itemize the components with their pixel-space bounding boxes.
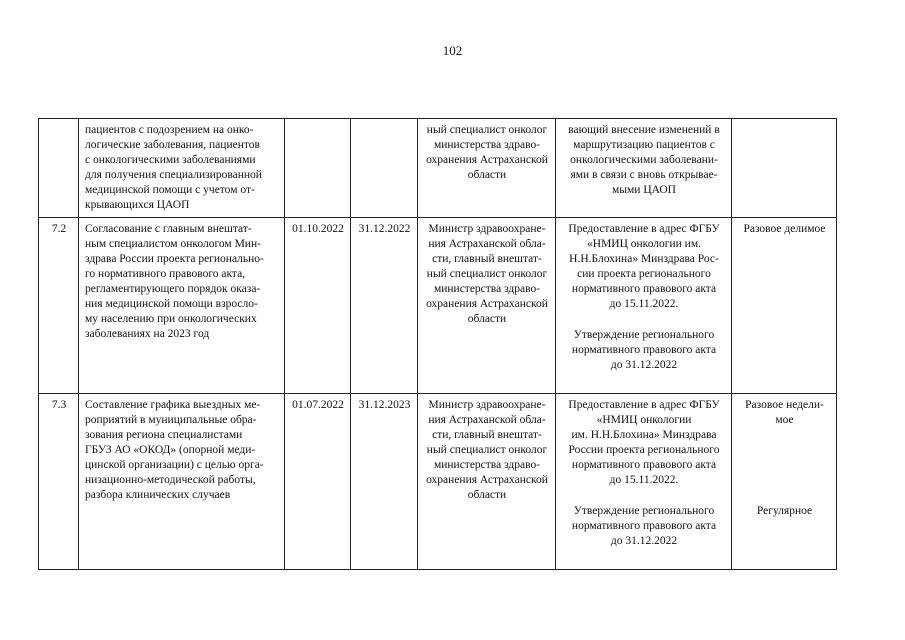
type-text: Разовое делимое: [743, 223, 826, 235]
row-number: 7.2: [51, 223, 67, 235]
end-date-cell: [351, 119, 418, 218]
row-number-cell: [39, 218, 79, 394]
end-date-cell: [351, 218, 418, 394]
responsible-cell: [418, 394, 556, 570]
page-number: 102: [442, 43, 463, 58]
start-date-cell: [285, 119, 351, 218]
activity-name: Составление графика выездных ме- роприятий в муниципальные обра- зования региона специалистами ГБУЗ АО «ОКОД» (опорной меди- цинской организации) с целью орга- низационно-методической работы, разбора клинических случаев: [85, 399, 264, 501]
row-number: 7.3: [51, 399, 67, 411]
start-date: 01.10.2022: [292, 223, 344, 235]
result-cell: [556, 394, 732, 570]
responsible-cell: [418, 218, 556, 394]
type-cell: [732, 394, 837, 570]
start-date-cell: [285, 218, 351, 394]
activity-name-cell: [79, 119, 285, 218]
type-cell: [732, 218, 837, 394]
end-date: 31.12.2023: [358, 399, 411, 411]
responsible-text: Министр здравоохране- ния Астраханской обла- сти, главный внештат- ный специалист онколог министерства здраво- охранения Астраханской области: [426, 399, 548, 501]
table-row: [39, 394, 837, 570]
periodicity-text: Регулярное: [756, 505, 813, 517]
activity-plan-table: [38, 118, 837, 570]
table-row: [39, 218, 837, 394]
end-date-cell: [351, 394, 418, 570]
result-cell: [556, 218, 732, 394]
result-cell: [556, 119, 732, 218]
row-number-cell: [39, 119, 79, 218]
result-approval-text: Утверждение регионального нормативного правового акта до 31.12.2022: [571, 505, 717, 547]
start-date-cell: [285, 394, 351, 570]
table-row: [39, 119, 837, 218]
activity-name-cell: [79, 218, 285, 394]
responsible-text: Министр здравоохране- ния Астраханской обла- сти, главный внештат- ный специалист онколог министерства здраво- охранения Астраханской области: [426, 223, 548, 325]
activity-name: пациентов с подозрением на онко- логические заболевания, пациентов с онкологическими заболеваниями для получения специализированной медицинской помощи с учетом от- крывающихся ЦАОП: [85, 124, 262, 211]
activity-name: Согласование с главным внештат- ным специалистом онкологом Мин- здрава России проекта регионально- го нормативного правового акта, регламентирующего порядок оказа- ния медицинской помощи взросло- му населению при онкологических заболеваниях на 2023 год: [85, 223, 264, 340]
start-date: 01.07.2022: [292, 399, 344, 411]
result-submission-text: Предоставление в адрес ФГБУ «НМИЦ онкологии им. Н.Н.Блохина» Минздрава России проекта регионального нормативного правового акта до 15.11.2022.: [568, 399, 720, 486]
row-number-cell: [39, 394, 79, 570]
activity-name-cell: [79, 394, 285, 570]
end-date: 31.12.2022: [358, 223, 411, 235]
responsible-text: ный специалист онколог министерства здраво- охранения Астраханской области: [426, 124, 548, 181]
result-submission-text: Предоставление в адрес ФГБУ «НМИЦ онкологии им. Н.Н.Блохина» Минздрава Рос- сии проекта регионального нормативного правового акта до 15.11.2022.: [568, 223, 720, 310]
result-text: вающий внесение изменений в маршрутизацию пациентов с онкологическими заболевани- ями в связи с вновь открывае- мыми ЦАОП: [568, 124, 720, 196]
type-text: Разовое недели- мое: [745, 399, 824, 426]
responsible-cell: [418, 119, 556, 218]
result-approval-text: Утверждение регионального нормативного правового акта до 31.12.2022: [571, 329, 717, 371]
type-cell: [732, 119, 837, 218]
